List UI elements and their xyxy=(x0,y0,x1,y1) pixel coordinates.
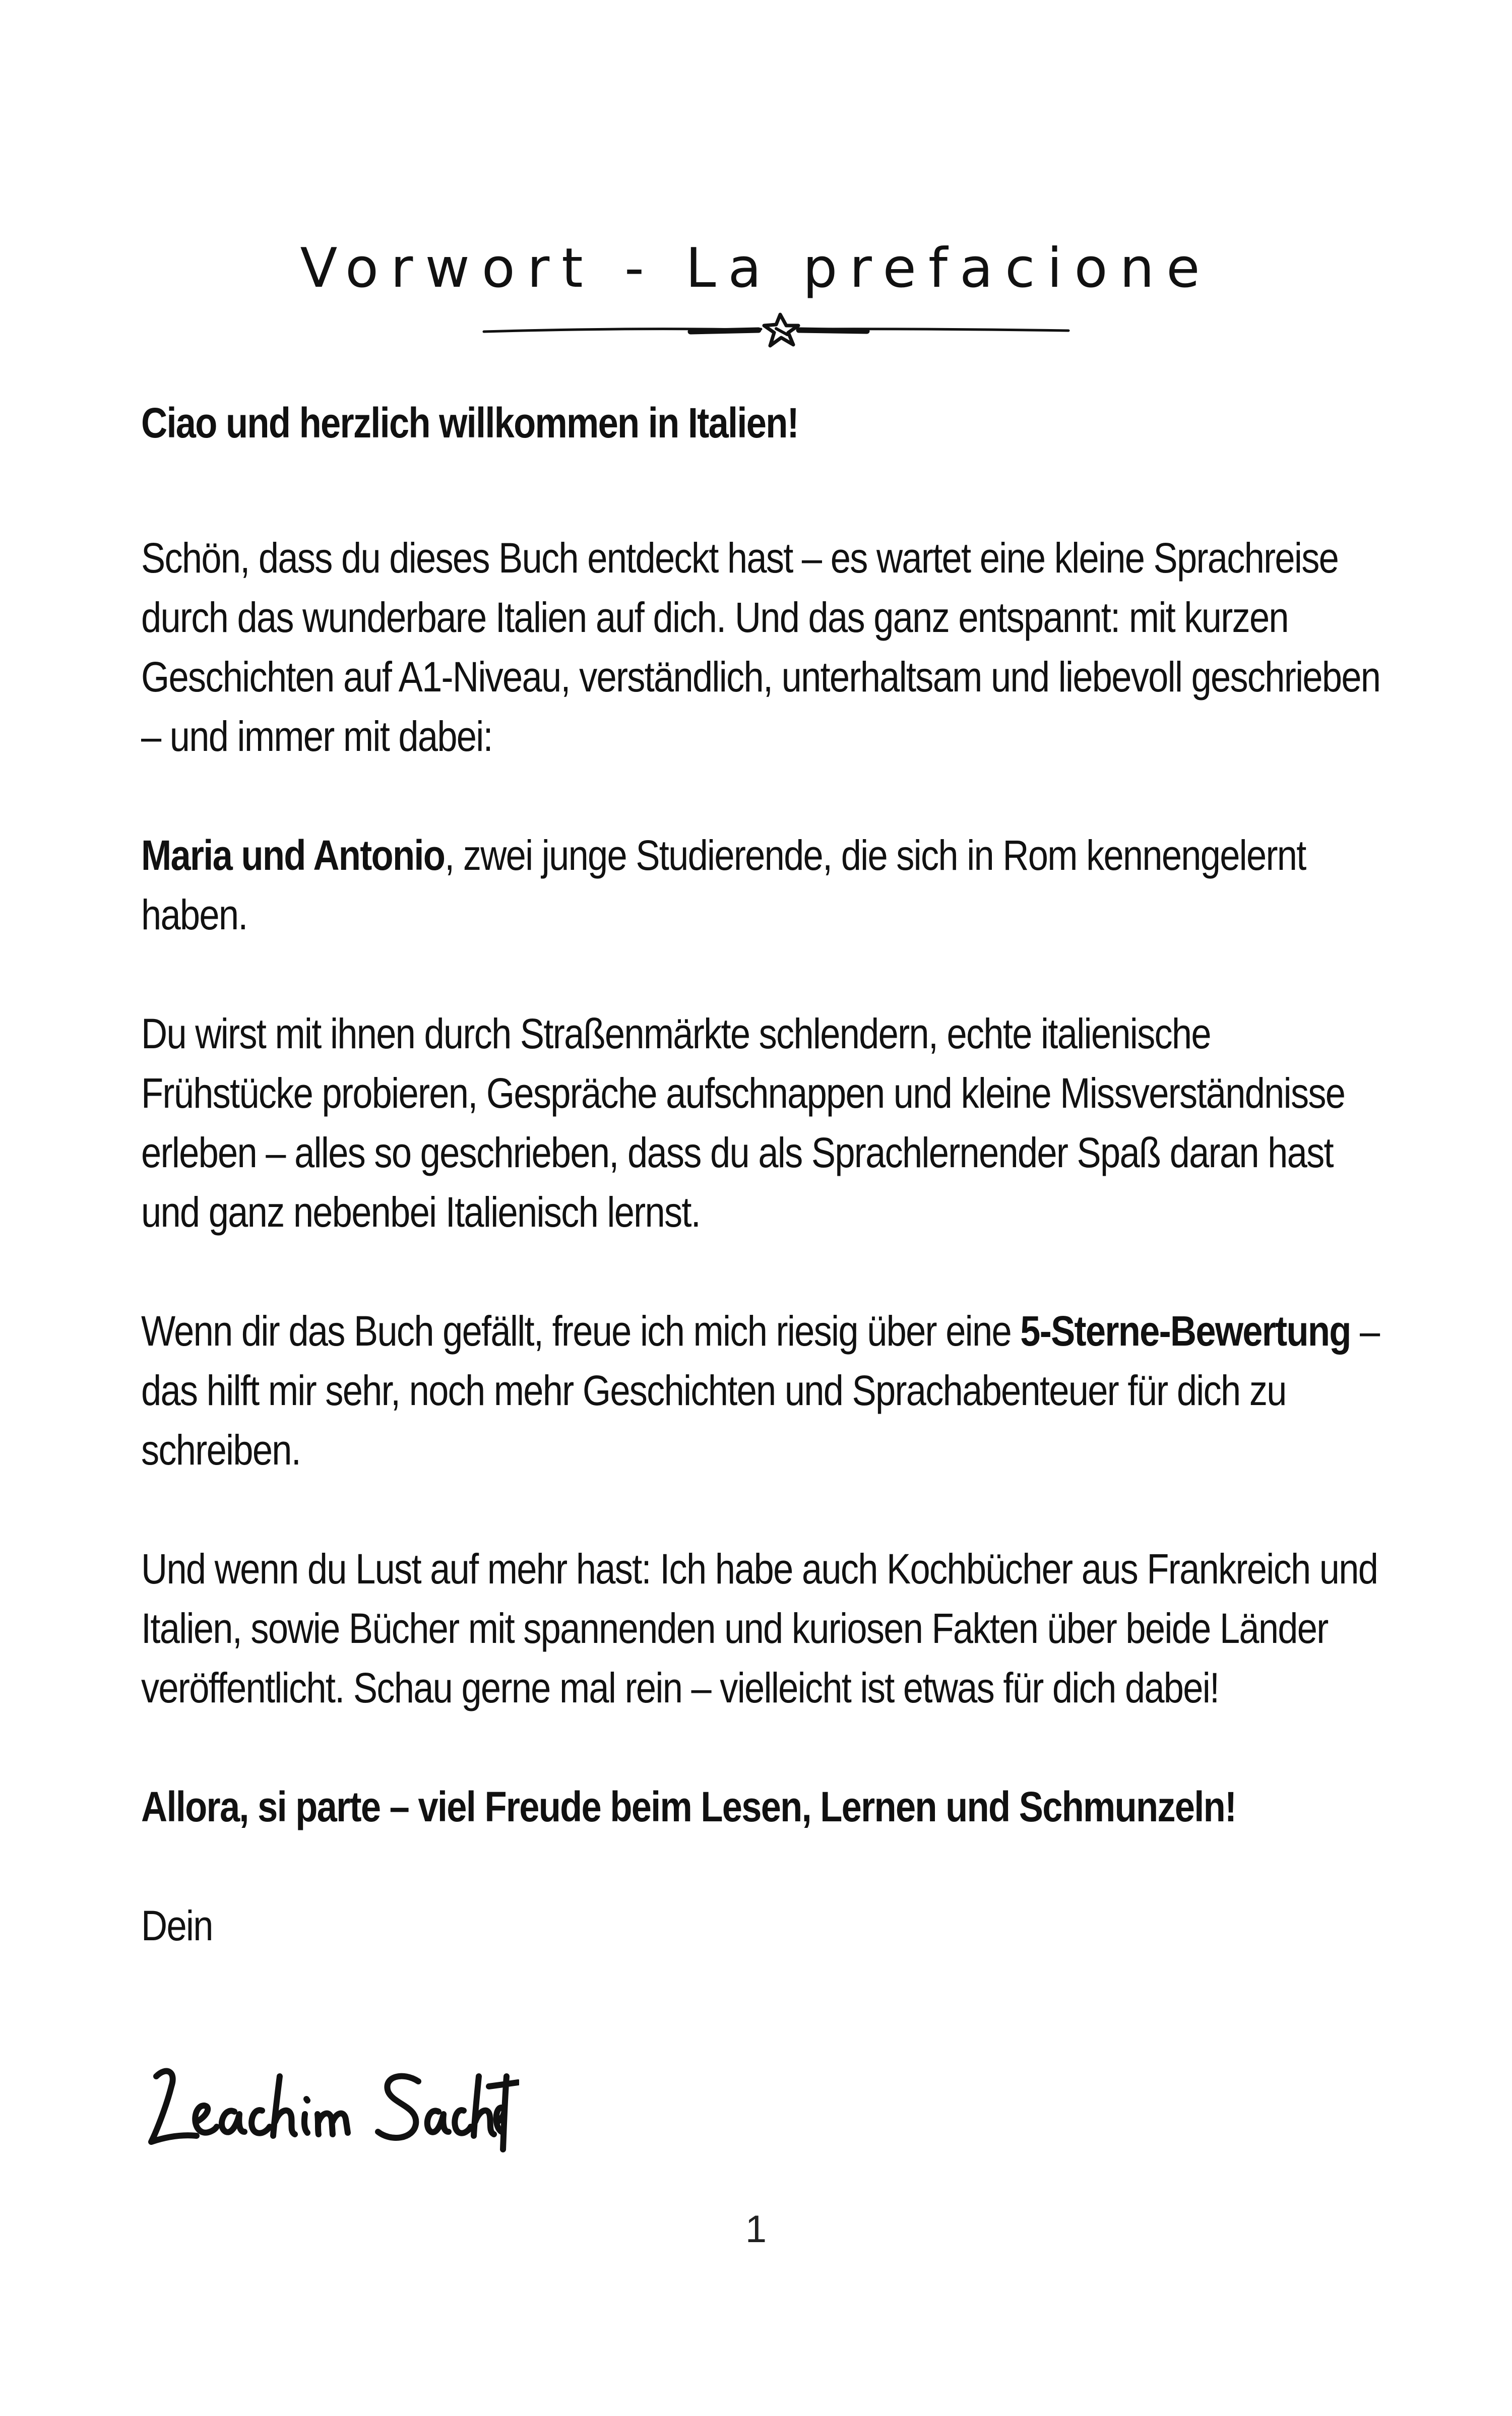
page-title: Vorwort - La prefacione xyxy=(300,237,1212,300)
author-signature xyxy=(136,2046,519,2157)
review-text-end: – das hilft mir sehr, noch mehr Geschichten und Sprachabenteuer für dich zu schreiben. xyxy=(141,1307,1379,1474)
characters-names: Maria und Antonio xyxy=(141,832,445,879)
review-rating: 5-Sterne-Bewertung xyxy=(1020,1307,1351,1355)
closing-line: Allora, si parte – viel Freude beim Lesen, Lernen und Schmunzeln! xyxy=(141,1783,1236,1830)
review-text-start: Wenn dir das Buch gefällt, freue ich mich riesig über eine xyxy=(141,1307,1021,1355)
greeting: Ciao und herzlich willkommen in Italien! xyxy=(141,399,798,447)
page-number: 1 xyxy=(745,2208,767,2251)
paragraph-stories: Du wirst mit ihnen durch Straßenmärkte schlendern, echte italienische Frühstücke probieren, Gespräche aufschnappen und kleine Missverständnisse erleben – alles so geschrieben, dass du als Sprachlernender Spaß daran hast und ganz nebenbei Italienisch lernst. xyxy=(141,1010,1345,1236)
sign-off: Dein xyxy=(141,1902,213,1949)
characters-description: , zwei junge Studierende, die sich in Rom kennengelernt haben. xyxy=(141,832,1306,938)
paragraph-review xyxy=(141,1301,1388,1480)
paragraph-intro: Schön, dass du dieses Buch entdeckt hast – es wartet eine kleine Sprachreise durch das wunderbare Italien auf dich. Und das ganz entspannt: mit kurzen Geschichten auf A1-Niveau, verständlich, unterhaltsam und liebevoll geschrieben – und immer mit dabei: xyxy=(141,534,1380,760)
star-divider-icon xyxy=(479,312,1074,348)
paragraph-characters xyxy=(141,825,1388,944)
preface-text xyxy=(141,393,1391,1955)
paragraph-other-books: Und wenn du Lust auf mehr hast: Ich habe auch Kochbücher aus Frankreich und Italien, sowie Bücher mit spannenden und kuriosen Fakten über beide Länder veröffentlicht. Schau gerne mal rein – vielleicht ist etwas für dich dabei! xyxy=(141,1545,1378,1711)
